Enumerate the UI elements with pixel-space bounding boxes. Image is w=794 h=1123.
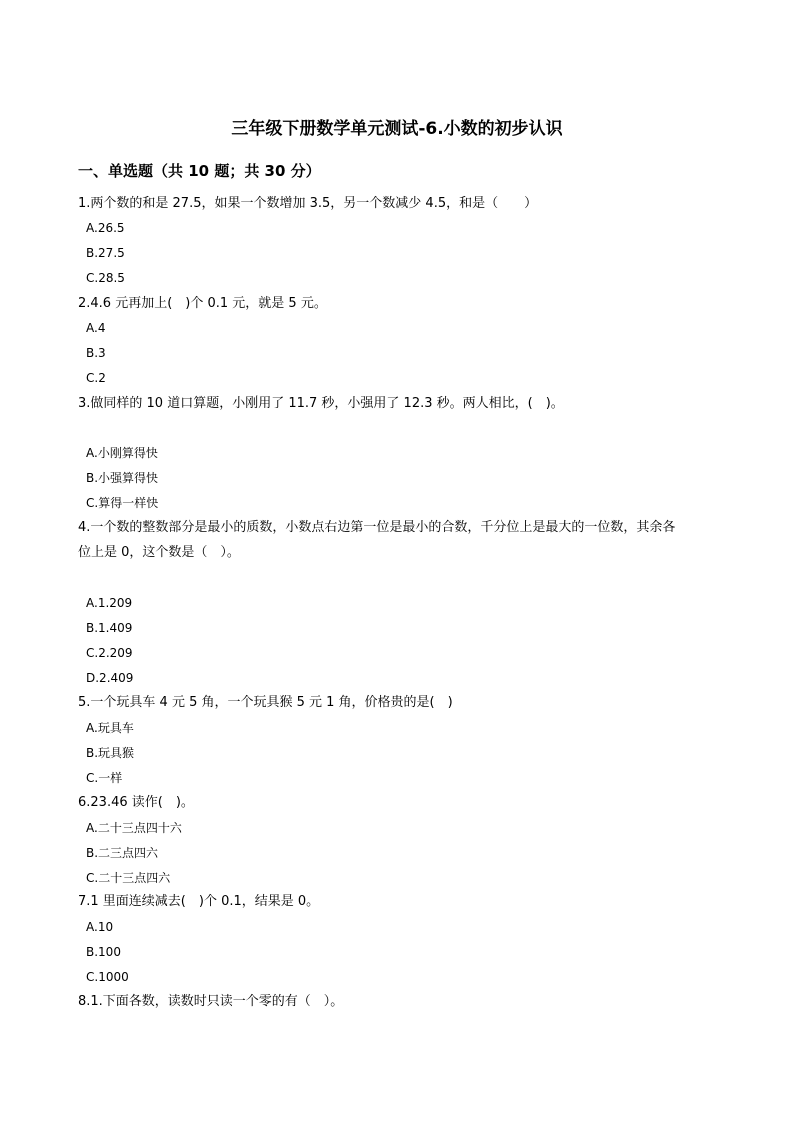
question-5-option-c[interactable]: C.一样 <box>86 771 123 785</box>
question-1-option-c[interactable]: C.28.5 <box>86 271 125 285</box>
question-1-option-a[interactable]: A.26.5 <box>86 221 125 235</box>
question-4-option-b[interactable]: B.1.409 <box>86 621 133 635</box>
question-6-option-c[interactable]: C.二十三点四六 <box>86 871 171 885</box>
question-2-option-b[interactable]: B.3 <box>86 346 106 360</box>
question-7-stem: 7.1 里面连续减去( )个 0.1，结果是 0。 <box>78 894 320 909</box>
question-1-option-b[interactable]: B.27.5 <box>86 246 125 260</box>
question-4-option-d[interactable]: D.2.409 <box>86 671 134 685</box>
question-5-option-a[interactable]: A.玩具车 <box>86 721 134 735</box>
question-4-option-a[interactable]: A.1.209 <box>86 596 133 610</box>
question-1-stem: 1.两个数的和是 27.5，如果一个数增加 3.5，另一个数减少 4.5，和是（ ） <box>78 196 538 211</box>
question-3-option-c[interactable]: C.算得一样快 <box>86 496 159 510</box>
section-heading: 一、单选题（共 10 题；共 30 分） <box>78 162 321 180</box>
question-2-option-c[interactable]: C.2 <box>86 371 106 385</box>
question-2-stem: 2.4.6 元再加上( )个 0.1 元，就是 5 元。 <box>78 296 327 311</box>
question-4-option-c[interactable]: C.2.209 <box>86 646 133 660</box>
question-3-option-a[interactable]: A.小刚算得快 <box>86 446 158 460</box>
question-7-option-c[interactable]: C.1000 <box>86 970 129 984</box>
question-7-option-b[interactable]: B.100 <box>86 945 121 959</box>
question-2-option-a[interactable]: A.4 <box>86 321 106 335</box>
question-6-option-a[interactable]: A.二十三点四十六 <box>86 821 182 835</box>
question-7-option-a[interactable]: A.10 <box>86 920 114 934</box>
question-3-stem: 3.做同样的 10 道口算题，小刚用了 11.7 秒，小强用了 12.3 秒。两人相比，( )。 <box>78 396 564 411</box>
question-4-stem-line-2: 位上是 0，这个数是（ ）。 <box>78 545 240 560</box>
question-8-stem: 8.1.下面各数，读数时只读一个零的有（ ）。 <box>78 994 344 1009</box>
question-3-option-b[interactable]: B.小强算得快 <box>86 471 159 485</box>
question-6-option-b[interactable]: B.二三点四六 <box>86 846 159 860</box>
page-title: 三年级下册数学单元测试-6.小数的初步认识 <box>231 119 563 139</box>
question-4-stem-line-1: 4.一个数的整数部分是最小的质数，小数点右边第一位是最小的合数，千分位上是最大的一位数，其余各 <box>78 520 676 535</box>
question-6-stem: 6.23.46 读作( )。 <box>78 795 194 810</box>
question-5-option-b[interactable]: B.玩具猴 <box>86 746 135 760</box>
question-5-stem: 5.一个玩具车 4 元 5 角，一个玩具猴 5 元 1 角，价格贵的是( ) <box>78 695 453 710</box>
